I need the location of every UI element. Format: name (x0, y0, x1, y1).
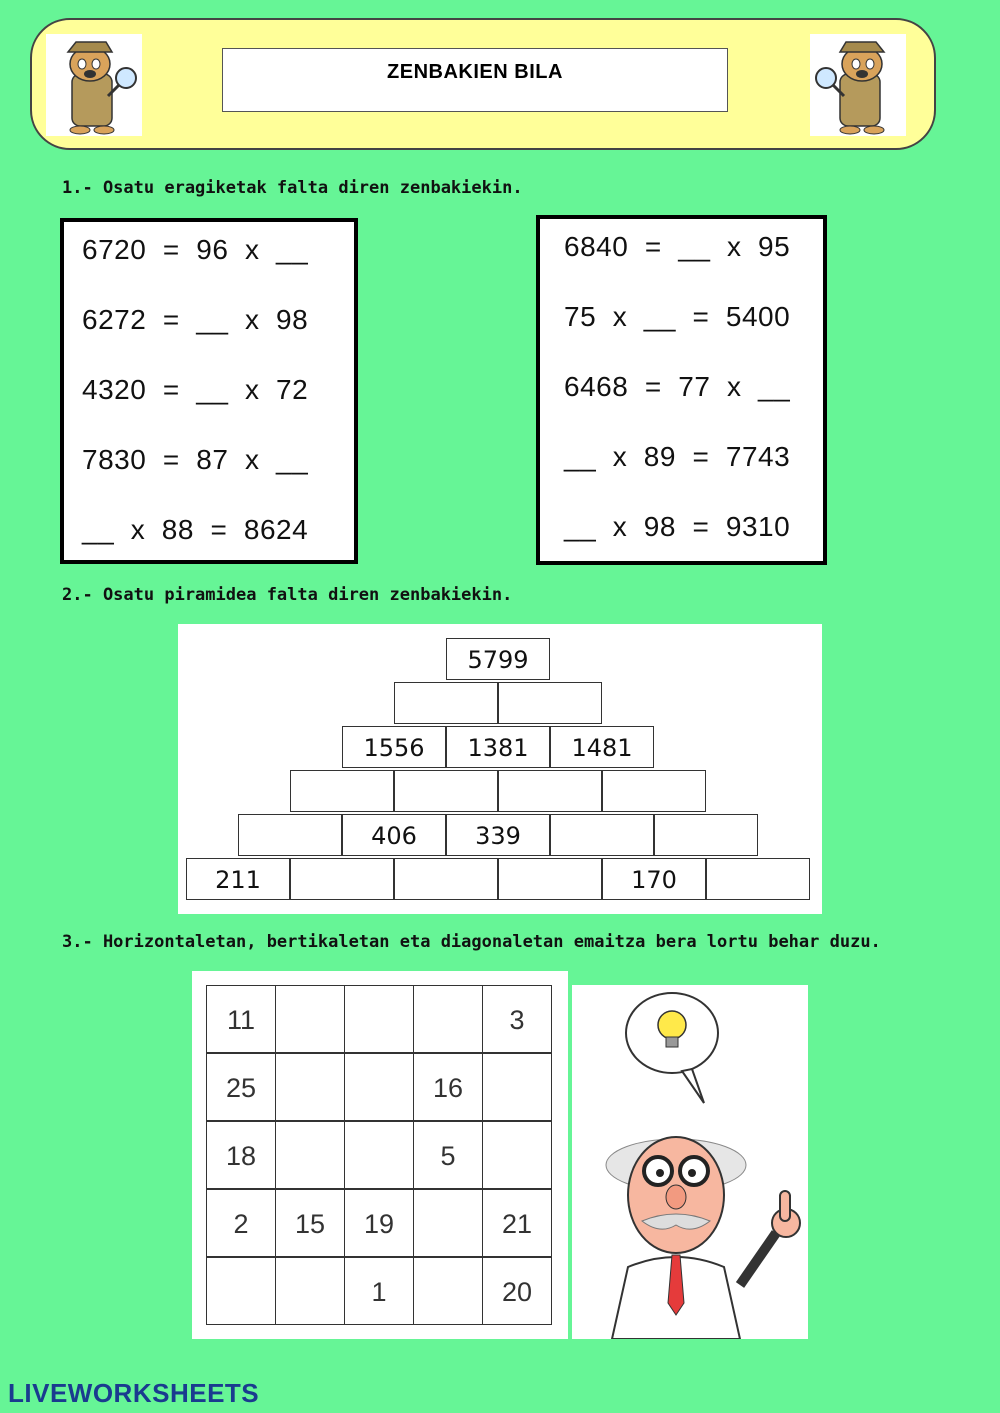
pyramid-empty-cell[interactable] (290, 858, 394, 900)
grid-empty-cell[interactable] (413, 985, 483, 1053)
equation: 4320 = __ x 72 (82, 374, 309, 405)
grid-cell: 18 (206, 1121, 276, 1189)
pyramid-empty-cell[interactable] (550, 814, 654, 856)
question-2-label: 2.- Osatu piramidea falta diren zenbakiekin. (62, 585, 513, 605)
equations-box-left (60, 218, 358, 564)
grid-empty-cell[interactable] (482, 1121, 552, 1189)
equation: __ x 98 = 9310 (564, 511, 791, 542)
grid-cell: 20 (482, 1257, 552, 1325)
grid-empty-cell[interactable] (413, 1189, 483, 1257)
grid-empty-cell[interactable] (344, 985, 414, 1053)
pyramid-cell: 1481 (550, 726, 654, 768)
detective-dog-image (810, 34, 906, 136)
question-3-label: 3.- Horizontaletan, bertikaletan eta diagonaletan emaitza bera lortu behar duzu. (62, 932, 881, 952)
equation: 6272 = __ x 98 (82, 304, 309, 335)
grid-cell: 3 (482, 985, 552, 1053)
pyramid-cell: 1556 (342, 726, 446, 768)
equations-box-right (536, 215, 827, 565)
grid-empty-cell[interactable] (413, 1257, 483, 1325)
pyramid-cell: 5799 (446, 638, 550, 680)
header-banner (30, 18, 936, 150)
pyramid-empty-cell[interactable] (498, 858, 602, 900)
pyramid-empty-cell[interactable] (654, 814, 758, 856)
equation: __ x 88 = 8624 (82, 514, 309, 545)
professor-idea-image (572, 985, 808, 1339)
grid-cell: 1 (344, 1257, 414, 1325)
question-1-label: 1.- Osatu eragiketak falta diren zenbakiekin. (62, 178, 523, 198)
equation: 6720 = 96 x __ (82, 234, 309, 265)
pyramid-cell: 1381 (446, 726, 550, 768)
grid-empty-cell[interactable] (275, 1053, 345, 1121)
pyramid-empty-cell[interactable] (394, 858, 498, 900)
grid-cell: 21 (482, 1189, 552, 1257)
grid-cell: 2 (206, 1189, 276, 1257)
equation: __ x 89 = 7743 (564, 441, 791, 472)
magic-square (192, 971, 568, 1339)
grid-empty-cell[interactable] (275, 1257, 345, 1325)
page-title: ZENBAKIEN BILA (222, 48, 728, 112)
pyramid-empty-cell[interactable] (602, 770, 706, 812)
pyramid-empty-cell[interactable] (238, 814, 342, 856)
pyramid-empty-cell[interactable] (706, 858, 810, 900)
pyramid-empty-cell[interactable] (394, 682, 498, 724)
grid-empty-cell[interactable] (275, 1121, 345, 1189)
grid-cell: 5 (413, 1121, 483, 1189)
grid-empty-cell[interactable] (206, 1257, 276, 1325)
grid-cell: 15 (275, 1189, 345, 1257)
grid-cell: 11 (206, 985, 276, 1053)
grid-cell: 19 (344, 1189, 414, 1257)
pyramid-empty-cell[interactable] (394, 770, 498, 812)
grid-cell: 25 (206, 1053, 276, 1121)
equation: 6840 = __ x 95 (564, 231, 791, 262)
brand-logo-text: LIVEWORKSHEETS (8, 1378, 260, 1408)
footer-brand (8, 1378, 259, 1409)
detective-dog-image (46, 34, 142, 136)
pyramid-empty-cell[interactable] (498, 770, 602, 812)
grid-cell: 16 (413, 1053, 483, 1121)
equation: 7830 = 87 x __ (82, 444, 309, 475)
pyramid-cell: 339 (446, 814, 550, 856)
grid-empty-cell[interactable] (344, 1121, 414, 1189)
pyramid-cell: 170 (602, 858, 706, 900)
grid-empty-cell[interactable] (344, 1053, 414, 1121)
equation: 75 x __ = 5400 (564, 301, 791, 332)
pyramid-cell: 211 (186, 858, 290, 900)
grid-empty-cell[interactable] (482, 1053, 552, 1121)
equation: 6468 = 77 x __ (564, 371, 791, 402)
pyramid-empty-cell[interactable] (498, 682, 602, 724)
grid-empty-cell[interactable] (275, 985, 345, 1053)
pyramid-empty-cell[interactable] (290, 770, 394, 812)
pyramid-cell: 406 (342, 814, 446, 856)
number-pyramid (178, 624, 822, 914)
